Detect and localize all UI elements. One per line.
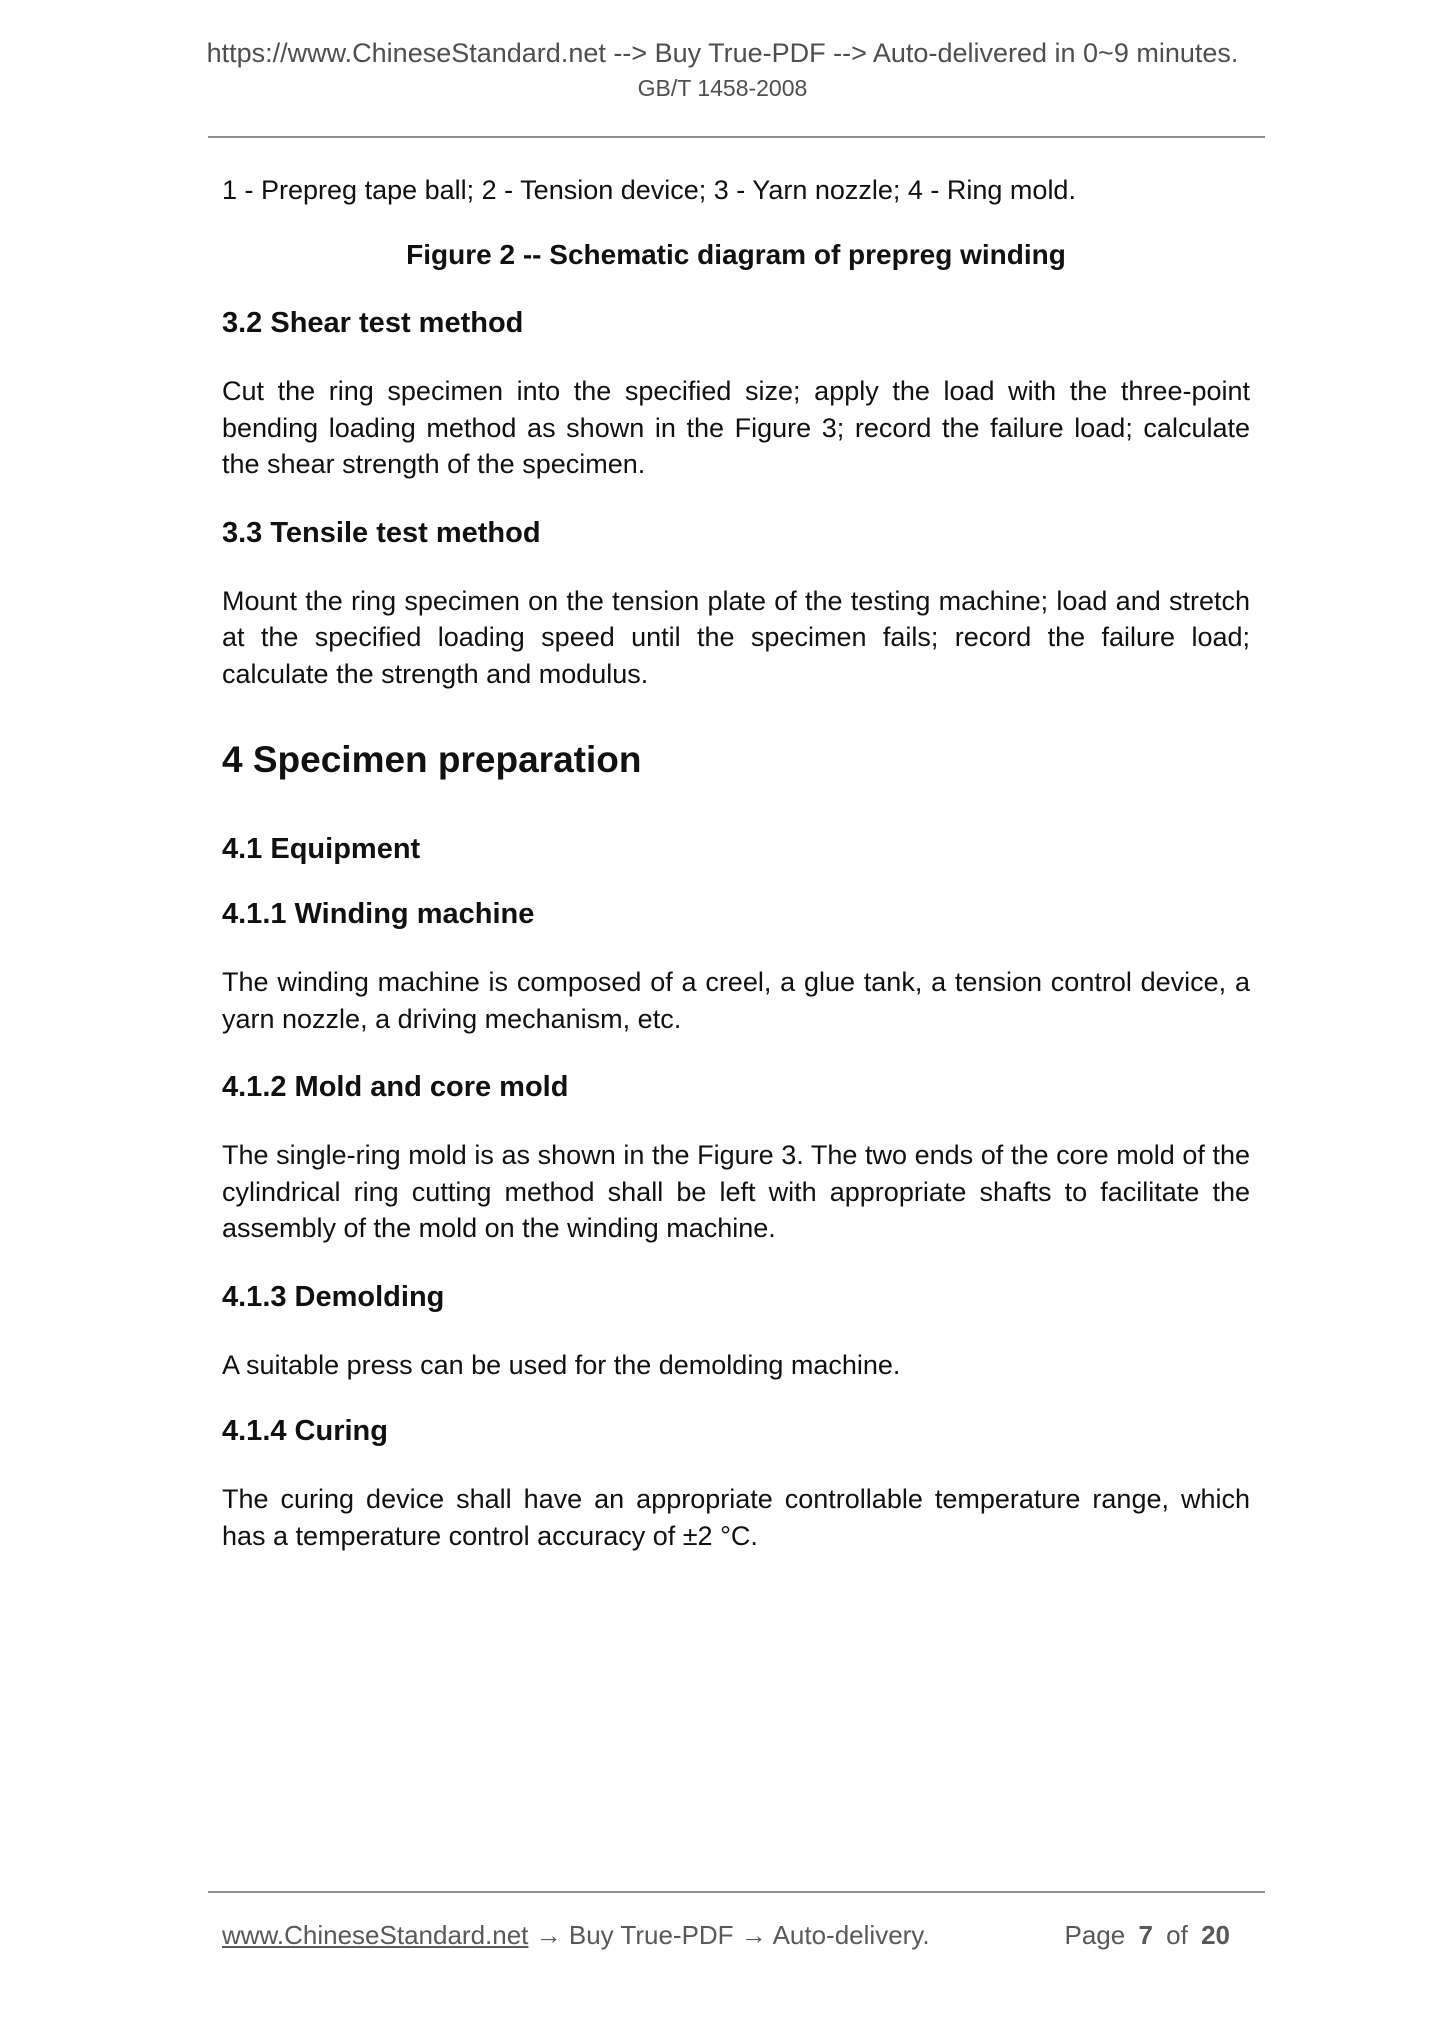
section-heading-3-3: 3.3 Tensile test method xyxy=(222,516,541,549)
page-label: Page xyxy=(1064,1920,1126,1950)
header-divider xyxy=(208,136,1265,138)
footer-promo-text: → Buy True-PDF → Auto-delivery. xyxy=(528,1920,930,1950)
section-paragraph-4-1-1: The winding machine is composed of a creel, a glue tank, a tension control device, a yarn nozzle, a driving mechanism, etc. xyxy=(222,967,1250,1034)
page-footer xyxy=(208,1891,1265,1951)
header-standard-number: GB/T 1458-2008 xyxy=(637,75,808,101)
footer-website-link[interactable]: www.ChineseStandard.net xyxy=(222,1920,529,1950)
footer-divider xyxy=(208,1891,1265,1893)
section-paragraph-3-2: Cut the ring specimen into the specified size; apply the load with the three-point bending loading method as shown in the Figure 3; record the failure load; calculate the shear strength of the specimen. xyxy=(222,376,1250,479)
section-paragraph-4-1-4: The curing device shall have an appropriate controllable temperature range, which has a temperature control accuracy of ±2 °C. xyxy=(222,1484,1250,1551)
figure-legend: 1 - Prepreg tape ball; 2 - Tension device; 3 - Yarn nozzle; 4 - Ring mold. xyxy=(222,175,1076,205)
section-paragraph-4-1-2: The single-ring mold is as shown in the Figure 3. The two ends of the core mold of the cylindrical ring cutting method shall be left with appropriate shafts to facilitate the assembly of the mold on the winding machine. xyxy=(222,1140,1250,1243)
section-heading-4-1: 4.1 Equipment xyxy=(222,833,421,865)
section-heading-4-1-1: 4.1.1 Winding machine xyxy=(222,898,535,930)
chapter-heading-4: 4 Specimen preparation xyxy=(222,739,642,780)
header-url-line: https://www.ChineseStandard.net --> Buy True-PDF --> Auto-delivered in 0~9 minutes. xyxy=(206,38,1239,68)
section-heading-4-1-4: 4.1.4 Curing xyxy=(222,1415,388,1447)
section-paragraph-3-3: Mount the ring specimen on the tension plate of the testing machine; load and stretch at the specified loading speed until the specimen fails; record the failure load; calculate the strength and modulus. xyxy=(222,585,1250,689)
page-header xyxy=(0,0,1445,103)
section-heading-4-1-2: 4.1.2 Mold and core mold xyxy=(222,1071,569,1103)
section-heading-3-2: 3.2 Shear test method xyxy=(222,307,524,339)
current-page-number: 7 xyxy=(1138,1920,1153,1950)
of-label: of xyxy=(1166,1920,1188,1950)
total-page-number: 20 xyxy=(1201,1920,1230,1950)
page-indicator xyxy=(1064,1919,1230,1951)
section-heading-4-1-3: 4.1.3 Demolding xyxy=(222,1280,445,1313)
footer-promo xyxy=(222,1919,930,1951)
section-paragraph-4-1-3: A suitable press can be used for the demolding machine. xyxy=(222,1349,901,1380)
document-body xyxy=(0,172,1445,1554)
figure-caption: Figure 2 -- Schematic diagram of prepreg winding xyxy=(406,239,1066,270)
